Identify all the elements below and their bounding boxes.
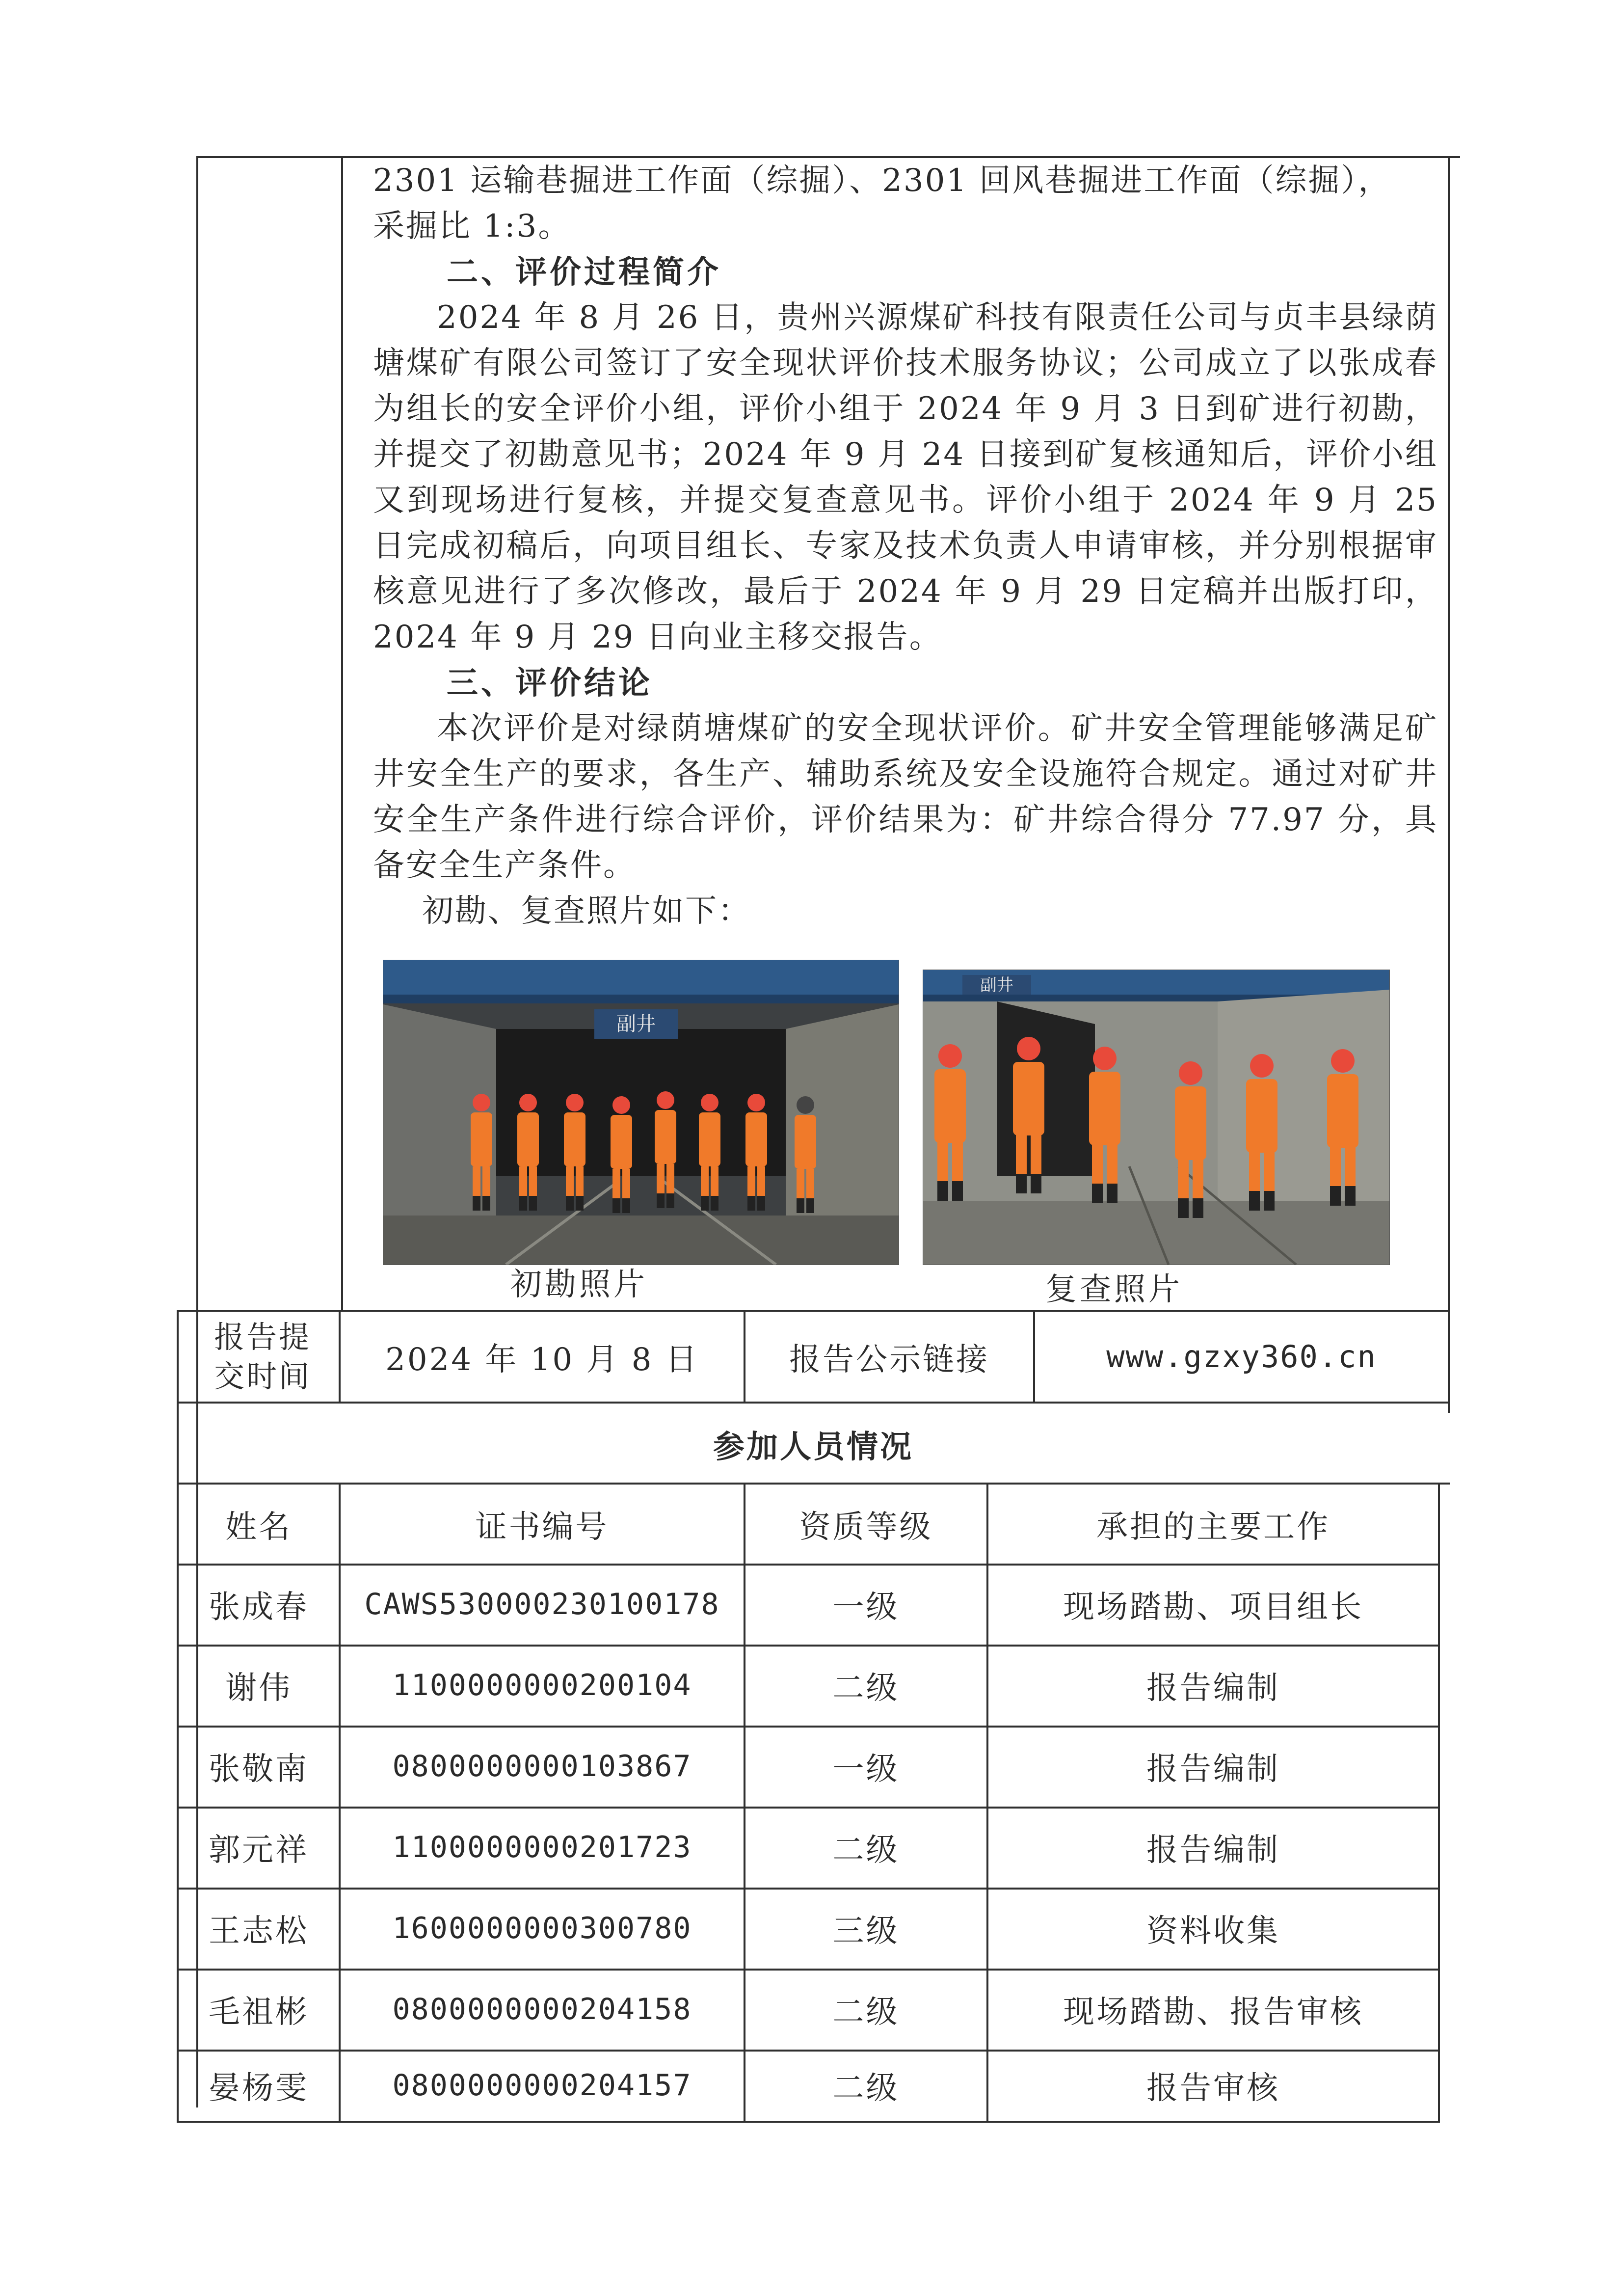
table-row-border	[177, 1807, 1440, 1809]
table-cell: 资料收集	[1146, 1913, 1280, 1949]
report-link[interactable]: www.gzxy360.cn	[1106, 1339, 1377, 1375]
table-cell: 0800000000204157	[392, 2068, 692, 2103]
review-photo	[923, 970, 1390, 1265]
table-cell: 报告编制	[1146, 1670, 1280, 1706]
table-column-border	[986, 1485, 988, 2123]
table-cell: 1100000000200104	[392, 1668, 692, 1702]
table-cell: 报告编制	[1146, 1751, 1280, 1787]
link-label: 报告公示链接	[789, 1341, 989, 1378]
table-row-border	[177, 1888, 1440, 1890]
table-cell: 张成春	[209, 1589, 309, 1625]
text-line-1: 2301 运输巷掘进工作面（综掘）、2301 回风巷掘进工作面（综掘），	[373, 162, 1391, 199]
table-cell: 二级	[832, 1832, 900, 1868]
table-cell: 报告编制	[1146, 1832, 1280, 1868]
table-column-border	[744, 1485, 745, 2123]
participants-title: 参加人员情况	[713, 1428, 913, 1465]
table-row-border	[177, 1564, 1440, 1566]
section-2-title: 二、评价过程简介	[447, 254, 721, 291]
table-cell: 1100000000201723	[392, 1830, 692, 1864]
table-row-border	[177, 2050, 1440, 2052]
frame-left-border	[196, 156, 198, 2107]
table-cell: 三级	[832, 1913, 900, 1949]
submit-time-label: 报告提交时间	[213, 1319, 311, 1394]
table-row-border	[177, 1969, 1440, 1971]
photo2-shaft-sign: 副井	[980, 975, 1013, 995]
review-photo-image	[923, 970, 1389, 1265]
table-cell: 0800000000103867	[392, 1749, 692, 1783]
table-cell: 一级	[832, 1589, 900, 1625]
body-text	[373, 158, 1438, 934]
frame-right-border	[1448, 156, 1450, 1413]
table-cell: 现场踏勘、报告审核	[1063, 1994, 1363, 2030]
table-cell: CAWS530000230100178	[364, 1587, 720, 1621]
table-header-cell: 承担的主要工作	[1096, 1509, 1330, 1545]
table-cell: 二级	[832, 1994, 900, 2030]
table-column-border	[339, 1485, 341, 2123]
table-row-border	[177, 2121, 1440, 2123]
table-cell: 报告审核	[1146, 2070, 1280, 2107]
section-3-title: 三、评价结论	[447, 665, 653, 702]
photos-intro: 初勘、复查照片如下：	[422, 893, 751, 929]
table-cell: 现场踏勘、项目组长	[1063, 1589, 1363, 1625]
table-column-border	[1438, 1485, 1440, 2123]
table-cell: 晏杨雯	[209, 2070, 309, 2107]
table-cell: 0800000000204158	[392, 1992, 692, 2026]
initial-survey-photo-caption: 初勘照片	[510, 1267, 648, 1303]
table-cell: 1600000000300780	[392, 1911, 692, 1945]
text-line-2: 采掘比 1:3。	[373, 208, 571, 244]
table-cell: 二级	[832, 2070, 900, 2107]
table-cell: 一级	[832, 1751, 900, 1787]
photo1-shaft-sign: 副井	[616, 1013, 656, 1035]
frame-inner-left-border	[341, 156, 343, 1310]
table-cell: 郭元祥	[209, 1832, 309, 1868]
submit-date: 2024 年 10 月 8 日	[385, 1341, 699, 1378]
table-row-border	[177, 1645, 1440, 1647]
table-cell: 张敬南	[209, 1751, 309, 1787]
section-3-text: 本次评价是对绿荫塘煤矿的安全现状评价。矿井安全管理能够满足矿井安全生产的要求，各生产、辅助系统及安全设施符合规定。通过对矿井安全生产条件进行综合评价，评价结果为：矿井综合得分 77.97 分，具备安全生产条件。	[373, 710, 1438, 884]
table-header-cell: 证书编号	[475, 1509, 609, 1545]
initial-survey-photo	[383, 960, 899, 1265]
section-2-text: 2024 年 8 月 26 日，贵州兴源煤矿科技有限责任公司与贞丰县绿荫塘煤矿有限公司签订了安全现状评价技术服务协议；公司成立了以张成春为组长的安全评价小组，评价小组于 2024 年 9 月 3 日到矿进行初勘，并提交了初勘意见书；2024 年 9 月 24 日接到矿复核通知后，评价小组又到现场进行复核，并提交复查意见书。评价小组于 2024 年 9 月 25 日完成初稿后，向项目组长、专家及技术负责人申请审核，并分别根据审核意见进行了多次修改，最后于 2024 年 9 月 29 日定稿并出版打印，2024 年 9 月 29 日向业主移交报告。	[373, 299, 1438, 655]
table-cell: 王志松	[209, 1913, 309, 1949]
table-header-cell: 姓名	[225, 1509, 292, 1545]
table-cell: 二级	[832, 1670, 900, 1706]
participants-title-bottom-border	[177, 1483, 1450, 1485]
initial-survey-photo-image	[383, 960, 899, 1265]
review-photo-caption: 复查照片	[1045, 1271, 1183, 1308]
table-header-cell: 资质等级	[799, 1509, 933, 1545]
table-cell: 谢伟	[225, 1670, 292, 1706]
table-row-border	[177, 1726, 1440, 1728]
table-cell: 毛祖彬	[209, 1994, 309, 2030]
